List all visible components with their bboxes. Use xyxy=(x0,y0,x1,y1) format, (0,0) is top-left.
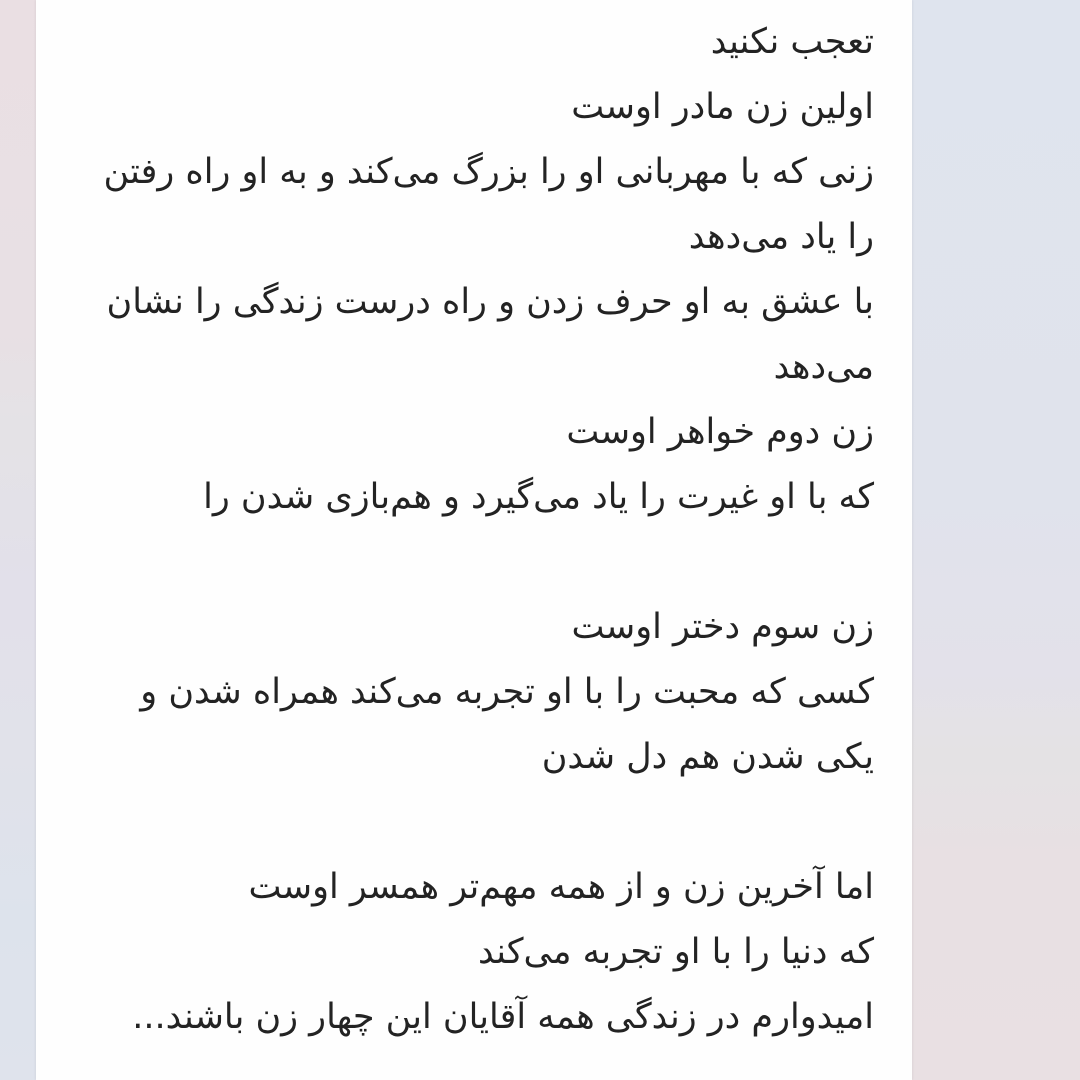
blank-line xyxy=(54,530,874,595)
message-line: می‌دهد xyxy=(773,347,874,387)
blank-line xyxy=(54,790,874,855)
chat-background-right xyxy=(912,0,1080,1080)
message-line: با عشق به او حرف زدن و راه درست زندگی را نشان xyxy=(106,282,874,322)
message-line: تعجب نکنید xyxy=(710,22,874,62)
message-line: زنی که با مهربانی او را بزرگ می‌کند و به او راه رفتن xyxy=(103,152,874,192)
message-line: که با او غیرت را یاد می‌گیرد و هم‌بازی شدن را xyxy=(203,477,874,517)
message-line: امیدوارم در زندگی همه آقایان این چهار زن باشند... xyxy=(132,997,874,1037)
message-text xyxy=(54,10,874,1050)
message-line: که دنیا را با او تجربه می‌کند xyxy=(477,932,874,972)
chat-background-left xyxy=(0,0,36,1080)
message-line: زن سوم دختر اوست xyxy=(571,607,874,647)
message-line: زن دوم خواهر اوست xyxy=(566,412,874,452)
message-line: اولین زن مادر اوست xyxy=(571,87,874,127)
message-bubble[interactable] xyxy=(36,0,912,1080)
message-line: را یاد می‌دهد xyxy=(688,217,874,257)
message-line: کسی که محبت را با او تجربه می‌کند همراه شدن و xyxy=(140,672,874,712)
message-line: اما آخرین زن و از همه مهم‌تر همسر اوست xyxy=(248,867,874,907)
message-line: یکی شدن هم دل شدن xyxy=(541,737,874,777)
